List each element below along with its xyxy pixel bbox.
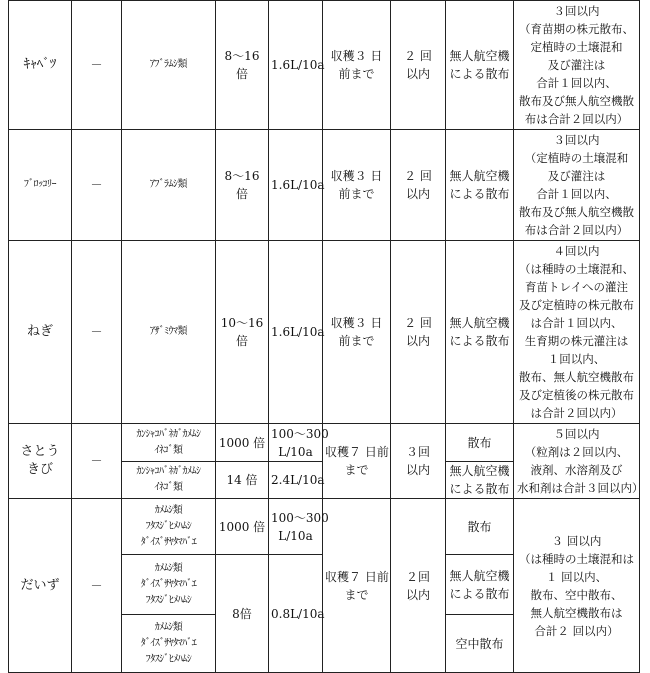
- usage-method: 散布: [446, 424, 514, 462]
- dilution: 14 倍: [216, 462, 269, 499]
- spray-amount: 2.4L/10a: [269, 462, 323, 499]
- usage-timing: 収穫３ 日 前まで: [323, 1, 391, 130]
- usage-timing: 収穫７ 日前 まで: [323, 499, 391, 673]
- spray-amount: 1.6L/10a: [269, 130, 323, 241]
- target-pest: ｶﾒﾑｼ類 ﾌﾀｽｼﾞﾋﾒﾊﾑｼ ﾀﾞｲｽﾞｻﾔﾀﾏﾊﾞｴ: [122, 499, 216, 555]
- usage-timing: 収穫３ 日 前まで: [323, 241, 391, 424]
- usage-count: ３回 以内: [391, 424, 446, 499]
- usage-timing: 収穫７ 日前 まで: [323, 424, 391, 499]
- total-usage-limit: ３回以内 （定植時の土壌混和 及び灌注は 合計１回以内、 散布及び無人航空機散 布は合計２回以内）: [514, 130, 640, 241]
- dilution: 1000 倍: [216, 499, 269, 555]
- target-pest: ｶﾒﾑｼ類 ﾀﾞｲｽﾞｻﾔﾀﾏﾊﾞｴ ﾌﾀｽｼﾞﾋﾒﾊﾑｼ: [122, 555, 216, 615]
- table-row-broccoli: [9, 130, 640, 241]
- dilution: 8～16 倍: [216, 130, 269, 241]
- target-pest: ｱﾌﾞﾗﾑｼ類: [122, 130, 216, 241]
- dilution: 1000 倍: [216, 424, 269, 462]
- dash-cell: －: [72, 424, 122, 499]
- usage-method: 無人航空機 による散布: [446, 241, 514, 424]
- target-pest: ｶﾝｼｬｺﾊﾞﾈｶﾞｶﾒﾑｼ ｲﾈｺﾞ類: [122, 462, 216, 499]
- dash-cell: －: [72, 241, 122, 424]
- total-usage-limit: ３回以内 （育苗期の株元散布、 定植時の土壌混和 及び灌注は 合計１回以内、 散布及び無人航空機散 布は合計２回以内）: [514, 1, 640, 130]
- usage-method: 無人航空機 による散布: [446, 1, 514, 130]
- crop-name: ねぎ: [9, 241, 72, 424]
- table-row-soybean-spray: [9, 499, 640, 555]
- usage-timing: 収穫３ 日 前まで: [323, 130, 391, 241]
- usage-method: 無人航空機 による散布: [446, 555, 514, 615]
- usage-count: ２ 回 以内: [391, 241, 446, 424]
- total-usage-limit: ３ 回以内 （は種時の土壌混和は １ 回以内、 散布、空中散布、 無人航空機散布は 合計２ 回以内）: [514, 499, 640, 673]
- usage-count: ２ 回 以内: [391, 130, 446, 241]
- usage-method: 無人航空機 による散布: [446, 130, 514, 241]
- target-pest: ｱｻﾞﾐｳﾏ類: [122, 241, 216, 424]
- dash-cell: －: [72, 499, 122, 673]
- dash-cell: －: [72, 1, 122, 130]
- target-pest: ｱﾌﾞﾗﾑｼ類: [122, 1, 216, 130]
- table-row-negi: [9, 241, 640, 424]
- dilution: 10～16 倍: [216, 241, 269, 424]
- spray-amount: 1.6L/10a: [269, 241, 323, 424]
- pesticide-usage-table: [8, 0, 644, 673]
- target-pest: ｶﾝｼｬｺﾊﾞﾈｶﾞｶﾒﾑｼ ｲﾈｺﾞ類: [122, 424, 216, 462]
- crop-name: だいず: [9, 499, 72, 673]
- spray-amount: 1.6L/10a: [269, 1, 323, 130]
- usage-method: 散布: [446, 499, 514, 555]
- spray-amount: 0.8L/10a: [269, 555, 323, 673]
- usage-method: 無人航空機 による散布: [446, 462, 514, 499]
- spray-amount: 100～300 L/10a: [269, 499, 323, 555]
- crop-name: ｷｬﾍﾞﾂ: [9, 1, 72, 130]
- table-row-sugarcane-spray: [9, 424, 640, 462]
- dilution: 8～16 倍: [216, 1, 269, 130]
- crop-name: さとう きび: [9, 424, 72, 499]
- spray-amount: 100～300 L/10a: [269, 424, 323, 462]
- table-row-cabbage: [9, 1, 640, 130]
- target-pest: ｶﾒﾑｼ類 ﾀﾞｲｽﾞｻﾔﾀﾏﾊﾞｴ ﾌﾀｽｼﾞﾋﾒﾊﾑｼ: [122, 615, 216, 673]
- usage-method: 空中散布: [446, 615, 514, 673]
- total-usage-limit: ５回以内 （粒剤は２回以内、 液剤、水溶剤及び 水和剤は合計３回以内）: [514, 424, 640, 499]
- dash-cell: －: [72, 130, 122, 241]
- usage-count: ２ 回 以内: [391, 1, 446, 130]
- total-usage-limit: ４回以内 （は種時の土壌混和、 育苗トレイへの灌注 及び定植時の株元散布 は合計１回以内、 生育期の株元灌注は １回以内、 散布、無人航空機散布 及び定植後の株元散布 は合計２回以内）: [514, 241, 640, 424]
- dilution: 8倍: [216, 555, 269, 673]
- crop-name: ﾌﾞﾛｯｺﾘｰ: [9, 130, 72, 241]
- usage-count: ２回 以内: [391, 499, 446, 673]
